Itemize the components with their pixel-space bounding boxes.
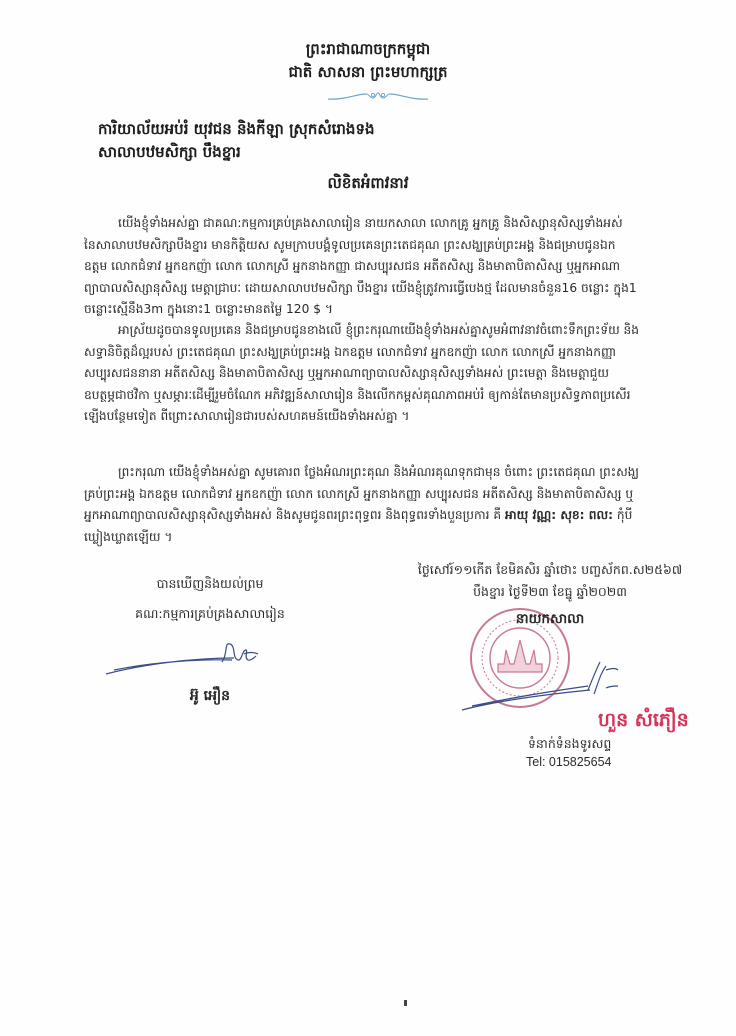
text-line: អាស្រ័យដូចបានទូលប្រគេន និងជម្រាបជូនខាងលើ ខ្ញុំព្រះករុណាយើងខ្ញុំទាំងអស់គ្នាសូមអំពាវនាវចំពោះទឹកព្រះទ័យ និង bbox=[118, 323, 640, 337]
phone-number: Tel: 015825654 bbox=[526, 755, 612, 769]
contact-label: ទំនាក់ទំនងទូរសព្ទ bbox=[528, 736, 612, 751]
document-title: លិខិតអំពាវនាវ bbox=[327, 174, 409, 192]
text-fragment: អ្នកអាណាព្យាបាលសិស្សានុសិស្សទាំងអស់ និងសូមជូនពរព្រះពុទ្ធពរ និងពុទ្ធពរទាំងបួនប្រការ គឺ bbox=[84, 508, 502, 522]
text-line: ឃ្លៀងឃ្លាតឡើយ ។ bbox=[84, 529, 173, 544]
kingdom-header bbox=[0, 38, 736, 84]
approval-seen-label: បានឃើញនិងយល់ព្រម bbox=[156, 576, 264, 591]
text-line: សប្បុរសជននានា អតីតសិស្ស និងមាតាបិតាសិស្ស ឬអ្នកអាណាព្យាបាលសិស្សានុសិស្សទាំងអស់ ព្រះមេត្តា និងមេត្តាជួយ bbox=[84, 366, 609, 380]
text-line: ព្យាបាលសិស្សានុសិស្ស មេត្តាជ្រាបៈ ដោយសាលាបឋមសិក្សា បឹងខ្នារ យើងខ្ញុំត្រូវការធ្វើបេងថ្ម ដែលមានចំនួន16 ចន្លោះ ក្នុង1 bbox=[84, 280, 637, 295]
text-line: យើងខ្ញុំទាំងអស់គ្នា ជាគណ:កម្មការគ្រប់គ្រងសាលារៀន នាយកសាលា លោកគ្រូ អ្នកគ្រូ និងសិស្សានុសិស្សទាំងអស់ bbox=[118, 216, 623, 230]
text-fragment: កុំបី bbox=[616, 508, 633, 522]
text-line: ចន្លោះស្មើនឹង3m ក្នុងនោះ1 ចន្លោះមានតម្លៃ 120 $ ។ bbox=[84, 302, 333, 316]
solar-date: បឹងខ្នារ ថ្ងៃទី២៣ ខែធ្នូ ឆ្នាំ២០២៣ bbox=[473, 584, 627, 599]
text-line: ព្រះករុណា យើងខ្ញុំទាំងអស់គ្នា សូមគោរព ថ្លែងអំណរព្រះគុណ និងអំណរគុណទុកជាមុន ចំពោះ ព្រះតេជគុណ ព្រះសង្ឃ bbox=[118, 465, 640, 479]
text-line: ឧត្តម លោកជំទាវ អ្នកឧកញ៉ា លោក លោកស្រី អ្នកនាងកញ្ញា ជាសប្បុរសជន អតីតសិស្ស និងមាតាបិតាសិស្ស ឬអ្នកអាណា bbox=[84, 259, 620, 273]
lunar-date: ថ្ងៃសៅរ៍១១កើត ខែមិគសិរ ឆ្នាំថោះ បញ្ចស័កព.ស២៥៦៧ bbox=[417, 562, 683, 577]
blessing-words: អាយុ វណ្ណ: សុខ: ពល: bbox=[505, 508, 613, 522]
speck-mark bbox=[404, 1000, 407, 1006]
text-line: សទ្ធានិចិត្តដ៏ល្អរបស់ ព្រះតេជគុណ ព្រះសង្ឃគ្រប់ព្រះអង្គ ឯកឧត្តម លោកជំទាវ អ្នកឧកញ៉ា លោក លោកស្រី អ្នកនាងកញ្ញា bbox=[84, 344, 617, 359]
office-header bbox=[98, 118, 374, 164]
principal-signature-icon bbox=[460, 660, 620, 712]
paragraph-3 bbox=[84, 462, 696, 548]
principal-role: នាយកសាលា bbox=[515, 611, 585, 627]
principal-name: ហួន សំភឿន bbox=[598, 709, 689, 731]
nation-religion-king: ជាតិ សាសនា ព្រះមហាក្សត្រ bbox=[288, 63, 448, 81]
text-line: នៃសាលាបឋមសិក្សាបឹងខ្នារ មានកិត្តិយស សូមក្រាបបង្គំទូលប្រគេនព្រះតេជគុណ ព្រះសង្ឃគ្រប់ព្រះអង្គ និងជម្រាបជូនឯក bbox=[84, 237, 616, 252]
paragraph-1 bbox=[84, 213, 696, 321]
committee-signature-icon bbox=[104, 640, 264, 678]
ornament-divider-icon bbox=[326, 88, 430, 104]
committee-signer-name: អ៊ូ អឿន bbox=[189, 688, 231, 704]
text-line: ឧបត្ថម្ភជាថវិកា ឬសម្ភារៈដើម្បីរួមចំណែក អភិវឌ្ឍន៍សាលារៀន និងលើកកម្ពស់គុណភាពអប់រំ ឲ្យកាន់តែមានប្រសិទ្ធភាពប្រសើរ bbox=[84, 387, 631, 402]
text-line: ឡើងបន្ថែមទៀត ពីព្រោះសាលារៀនជារបស់សហគមន៍យើងទាំងអស់គ្នា ។ bbox=[84, 409, 410, 423]
school-name: សាលាបឋមសិក្សា បឹងខ្នារ bbox=[98, 143, 241, 161]
committee-label: គណ:កម្មការគ្រប់គ្រងសាលារៀន bbox=[135, 606, 285, 621]
paragraph-2 bbox=[84, 320, 696, 428]
kingdom-title: ព្រះរាជាណាចក្រកម្ពុជា bbox=[305, 40, 431, 58]
office-name: ការិយាល័យអប់រំ យុវជន និងកីឡា ស្រុកសំរោងទង bbox=[98, 120, 375, 138]
text-line: គ្រប់ព្រះអង្គ ឯកឧត្តម លោកជំទាវ អ្នកឧកញ៉ា លោក លោកស្រី អ្នកនាងកញ្ញា សប្បុរសជន អតីតសិស្ស និងមាតាបិតាសិស្ស ឬ bbox=[84, 486, 634, 501]
text-line bbox=[84, 505, 696, 527]
